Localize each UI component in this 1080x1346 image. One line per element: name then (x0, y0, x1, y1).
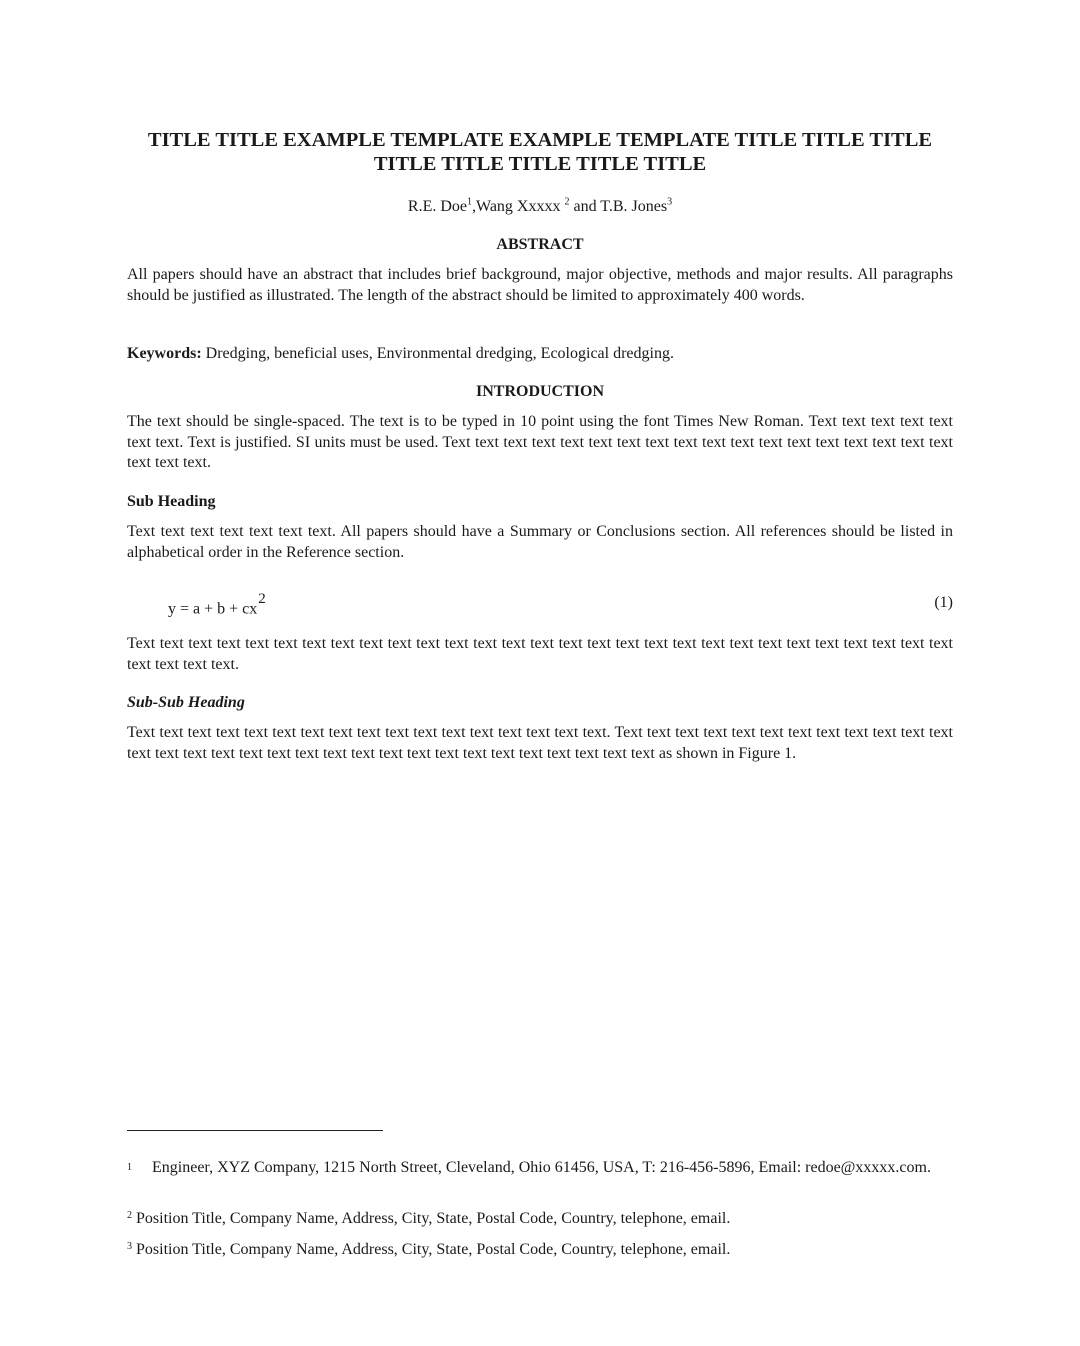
author-name: ,Wang Xxxxx (472, 198, 565, 215)
equation-block (127, 584, 953, 618)
footnote-3 (127, 1239, 953, 1260)
paper-title (117, 128, 963, 176)
introduction-text: The text should be single-spaced. The text is to be typed in 10 point using the font Times New Roman. Text text text text text text text. Text is justified. SI units must be used. Text text text text text text text text text text text text text text text text text text text text text. (127, 413, 953, 472)
footnote-mark: 1 (127, 1162, 132, 1173)
abstract-text: All papers should have an abstract that includes brief background, major objective, methods and major results. All paragraphs should be justified as illustrated. The length of the abstract should be limited to approximately 400 words. (127, 266, 953, 304)
title-line-1: TITLE TITLE EXAMPLE TEMPLATE EXAMPLE TEMPLATE TITLE TITLE TITLE (147, 129, 933, 151)
equation-exponent: 2 (258, 591, 266, 607)
sub-sub-heading-text: Text text text text text text text text text text text text text text text text text. Text text text text text text text text text text text text text text text text text text text text text text text text text text text text text text text as shown in Figure 1. (127, 724, 953, 762)
footnote-2 (127, 1208, 953, 1229)
sub-heading: Sub Heading (127, 493, 216, 510)
introduction-heading: INTRODUCTION (475, 383, 604, 400)
keywords-text: Dredging, beneficial uses, Environmental dredging, Ecological dredging. (201, 345, 674, 362)
sub-sub-heading: Sub-Sub Heading (127, 694, 245, 711)
footnote-mark: 3 (127, 1241, 132, 1252)
paper-page (127, 0, 953, 1346)
equation-number: (1) (934, 594, 953, 611)
equation-expression: y = a + b + cx (168, 600, 258, 618)
title-line-2: TITLE TITLE TITLE TITLE TITLE (373, 153, 707, 175)
author-name: and T.B. Jones (569, 198, 668, 215)
footnote-text: Position Title, Company Name, Address, City, State, Postal Code, Country, telephone, email. (132, 1210, 731, 1227)
after-equation-text: Text text text text text text text text text text text text text text text text text text text text text text text text text text text text text text text text text. (127, 635, 953, 673)
footnote-mark: 2 (127, 1210, 132, 1221)
equation (168, 592, 266, 620)
footnote-text: Engineer, XYZ Company, 1215 North Street, Cleveland, Ohio 61456, USA, T: 216-456-5896, Email: redoe@xxxxx.com. (152, 1159, 931, 1176)
author-affiliation-mark: 3 (667, 196, 673, 208)
abstract-heading: ABSTRACT (496, 236, 584, 253)
footnote-separator (127, 1130, 383, 1131)
sub-heading-text: Text text text text text text text. All papers should have a Summary or Conclusions section. All references should be listed in alphabetical order in the Reference section. (127, 523, 953, 561)
footnote-1 (127, 1157, 953, 1178)
author-list (127, 196, 953, 218)
author-name: R.E. Doe (407, 198, 467, 215)
footnote-text: Position Title, Company Name, Address, City, State, Postal Code, Country, telephone, email. (132, 1241, 731, 1258)
keywords (127, 344, 953, 365)
keywords-label: Keywords: (127, 345, 202, 362)
author-affiliation-mark: 1 (467, 196, 472, 208)
author-affiliation-mark: 2 (564, 196, 570, 208)
